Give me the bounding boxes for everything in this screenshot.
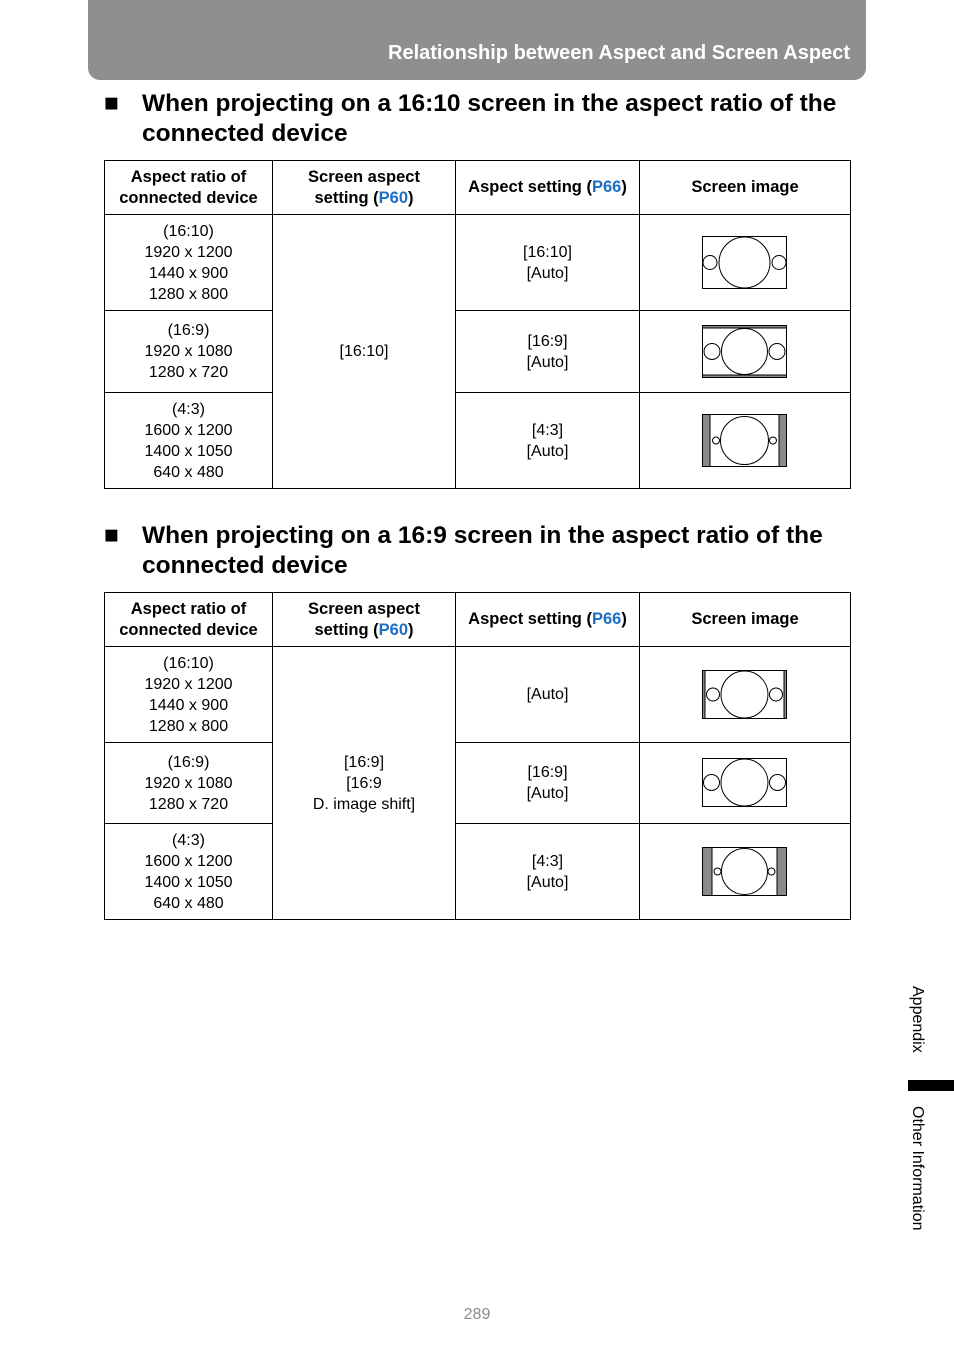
aspect-cell: [16:10] [Auto] bbox=[456, 215, 640, 311]
table-row bbox=[105, 215, 851, 311]
device-cell: (16:9) 1920 x 1080 1280 x 720 bbox=[105, 743, 273, 824]
table-row bbox=[105, 393, 851, 489]
square-bullet-icon: ■ bbox=[104, 522, 119, 549]
screen-image-cell bbox=[640, 311, 851, 393]
header-aspect-setting: Aspect setting (P66) bbox=[456, 593, 640, 647]
pillarbox-icon bbox=[702, 847, 788, 897]
header-screen-aspect: Screen aspect setting (P60) bbox=[273, 593, 456, 647]
side-tab-marker bbox=[908, 1080, 954, 1091]
page-header-title: Relationship between Aspect and Screen Aspect bbox=[388, 42, 850, 64]
aspect-table bbox=[104, 160, 851, 489]
device-cell: (16:10) 1920 x 1200 1440 x 900 1280 x 800 bbox=[105, 215, 273, 311]
link-p60[interactable]: P60 bbox=[378, 188, 409, 207]
screen-image-cell bbox=[640, 647, 851, 743]
thin-pillarbox-icon bbox=[702, 670, 788, 720]
header-screen-image: Screen image bbox=[640, 161, 851, 215]
header-screen-aspect: Screen aspect setting (P60) bbox=[273, 161, 456, 215]
device-cell: (16:10) 1920 x 1200 1440 x 900 1280 x 800 bbox=[105, 647, 273, 743]
square-bullet-icon: ■ bbox=[104, 90, 119, 117]
page-number: 289 bbox=[463, 1306, 491, 1323]
side-tab-appendix[interactable]: Appendix bbox=[909, 986, 926, 1053]
device-cell: (16:9) 1920 x 1080 1280 x 720 bbox=[105, 311, 273, 393]
header-device-aspect: Aspect ratio of connected device bbox=[105, 593, 273, 647]
section-heading bbox=[104, 521, 854, 581]
table-row bbox=[105, 311, 851, 393]
aspect-cell: [Auto] bbox=[456, 647, 640, 743]
table-row bbox=[105, 743, 851, 824]
section-heading-text: When projecting on a 16:10 screen in the aspect ratio of the connected device bbox=[142, 90, 837, 147]
section-heading-text: When projecting on a 16:9 screen in the aspect ratio of the connected device bbox=[142, 522, 823, 579]
device-cell: (4:3) 1600 x 1200 1400 x 1050 640 x 480 bbox=[105, 393, 273, 489]
full-fill-icon bbox=[702, 236, 788, 290]
side-tab-other-information[interactable]: Other Information bbox=[909, 1106, 926, 1231]
pillarbox-icon bbox=[702, 414, 788, 468]
aspect-cell: [4:3] [Auto] bbox=[456, 393, 640, 489]
table-row bbox=[105, 824, 851, 920]
device-cell: (4:3) 1600 x 1200 1400 x 1050 640 x 480 bbox=[105, 824, 273, 920]
table-row bbox=[105, 647, 851, 743]
screen-image-cell bbox=[640, 824, 851, 920]
screen-setting-cell: [16:9] [16:9 D. image shift] bbox=[273, 647, 456, 920]
link-p60[interactable]: P60 bbox=[378, 620, 409, 639]
header-screen-image: Screen image bbox=[640, 593, 851, 647]
section-heading bbox=[104, 89, 854, 149]
screen-image-cell bbox=[640, 743, 851, 824]
link-p66[interactable]: P66 bbox=[591, 178, 622, 196]
screen-image-cell bbox=[640, 215, 851, 311]
aspect-cell: [16:9] [Auto] bbox=[456, 743, 640, 824]
aspect-cell: [4:3] [Auto] bbox=[456, 824, 640, 920]
aspect-table bbox=[104, 592, 851, 920]
letterbox-icon bbox=[702, 325, 788, 379]
header-device-aspect: Aspect ratio of connected device bbox=[105, 161, 273, 215]
screen-setting-cell: [16:10] bbox=[273, 215, 456, 489]
full-fill-icon bbox=[702, 758, 788, 808]
header-aspect-setting: Aspect setting (P66) bbox=[456, 161, 640, 215]
header-band bbox=[88, 0, 866, 80]
aspect-cell: [16:9] [Auto] bbox=[456, 311, 640, 393]
link-p66[interactable]: P66 bbox=[591, 610, 622, 628]
screen-image-cell bbox=[640, 393, 851, 489]
